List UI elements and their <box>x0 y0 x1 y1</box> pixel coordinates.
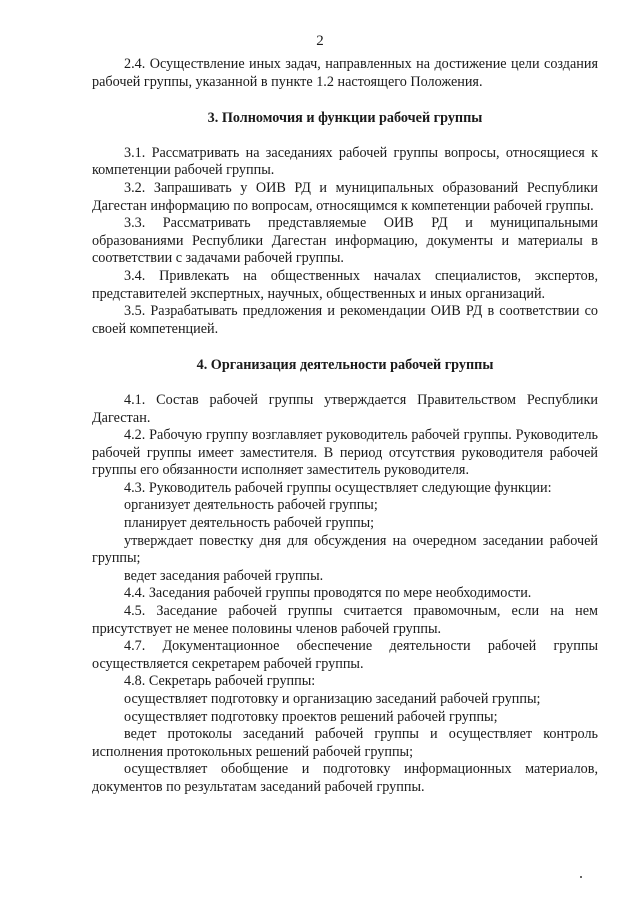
paragraph-3-2: 3.2. Запрашивать у ОИВ РД и муниципальных образований Республики Дагестан информацию по вопросам, относящимся к компетенции рабочей группы. <box>92 179 598 214</box>
scan-speck <box>580 876 582 878</box>
list-item: осуществляет обобщение и подготовку информационных материалов, документов по результатам заседаний рабочей группы. <box>92 761 598 795</box>
list-item: ведет протоколы заседаний рабочей группы и осуществляет контроль исполнения протокольных решений рабочей группы; <box>92 726 598 760</box>
page-number: 2 <box>316 33 324 49</box>
list-item: ведет заседания рабочей группы. <box>124 567 324 584</box>
paragraph-4-3: 4.3. Руководитель рабочей группы осуществляет следующие функции: <box>124 479 552 496</box>
paragraph-4-4: 4.4. Заседания рабочей группы проводятся по мере необходимости. <box>124 585 532 602</box>
document-body <box>92 56 598 797</box>
paragraph-2-4: 2.4. Осуществление иных задач, направленных на достижение цели создания рабочей группы, указанной в пункте 1.2 настоящего Положения. <box>92 56 598 90</box>
paragraph-4-1: 4.1. Состав рабочей группы утверждается Правительством Республики Дагестан. <box>92 391 598 426</box>
list-item: планирует деятельность рабочей группы; <box>124 515 375 532</box>
paragraph-4-8: 4.8. Секретарь рабочей группы: <box>124 673 316 690</box>
list-item: утверждает повестку дня для обсуждения на очередном заседании рабочей группы; <box>92 532 598 567</box>
paragraph-3-5: 3.5. Разрабатывать предложения и рекомендации ОИВ РД в соответствии со своей компетенцией. <box>92 303 598 337</box>
list-item: организует деятельность рабочей группы; <box>124 497 378 514</box>
paragraph-3-4: 3.4. Привлекать на общественных началах специалистов, экспертов, представителей экспертных, научных, общественных и иных организаций. <box>92 267 598 302</box>
list-item: осуществляет подготовку и организацию заседаний рабочей группы; <box>124 691 541 707</box>
paragraph-4-5: 4.5. Заседание рабочей группы считается правомочным, если на нем присутствует не менее половины членов рабочей группы. <box>92 603 598 637</box>
paragraph-4-2: 4.2. Рабочую группу возглавляет руководитель рабочей группы. Руководитель рабочей группы имеет заместителя. В период отсутствия руководителя рабочей группы его обязанности исполняет заместитель руководителя. <box>92 427 598 479</box>
section-4-heading: 4. Организация деятельности рабочей группы <box>196 357 494 374</box>
paragraph-4-7: 4.7. Документационное обеспечение деятельности рабочей группы осуществляется секретарем рабочей группы. <box>92 638 598 672</box>
paragraph-3-3: 3.3. Рассматривать представляемые ОИВ РД и муниципальными образованиями Республики Дагестан информацию, документы и материалы в соответствии с задачами рабочей группы. <box>92 215 598 267</box>
paragraph-3-1: 3.1. Рассматривать на заседаниях рабочей группы вопросы, относящиеся к компетенции рабочей группы. <box>92 144 598 179</box>
section-3-heading: 3. Полномочия и функции рабочей группы <box>207 110 483 127</box>
list-item: осуществляет подготовку проектов решений рабочей группы; <box>124 708 498 725</box>
